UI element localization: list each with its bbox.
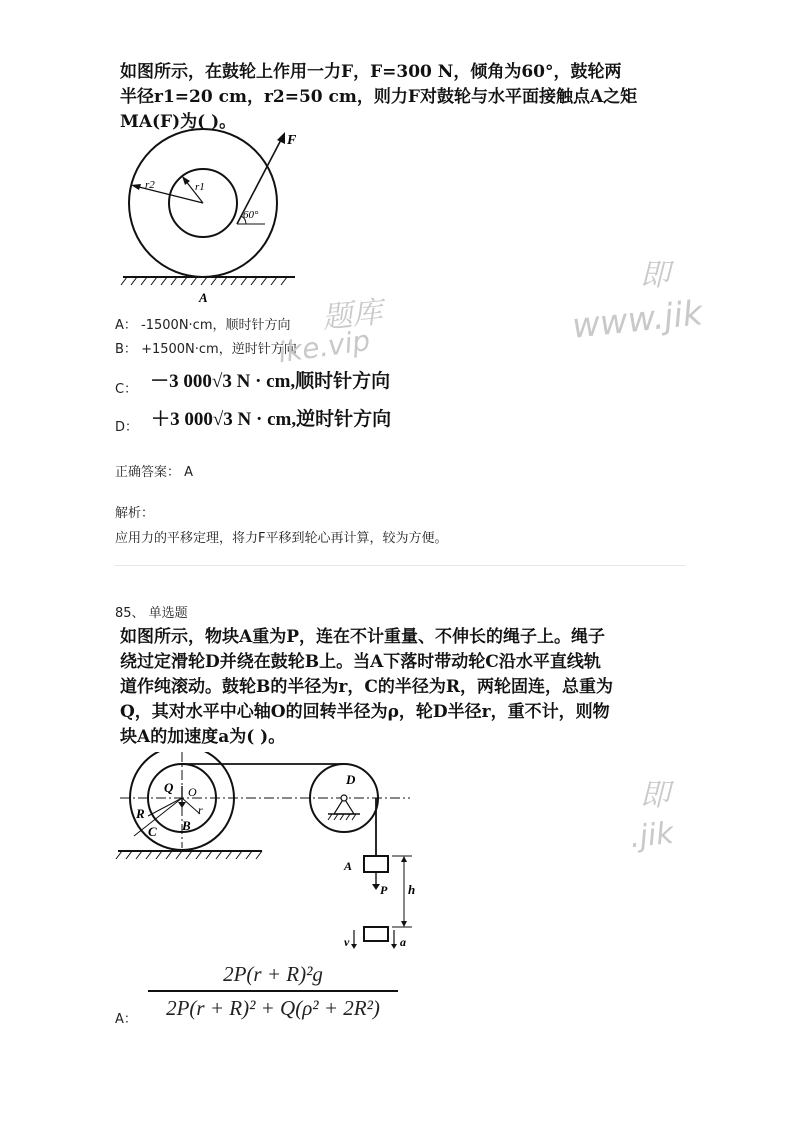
r2-arrowhead — [131, 184, 141, 190]
q84-stem-line: MA(F)为( )。 — [120, 112, 237, 132]
force-arrowhead — [277, 132, 285, 144]
block-a-final — [364, 927, 388, 941]
watermark-text: 题库 — [320, 294, 385, 337]
pulley-axle — [341, 795, 347, 801]
label-o: O — [188, 785, 197, 799]
label-v: v — [344, 935, 350, 949]
block-a-initial — [364, 856, 388, 872]
option-text: －3 000√3 N · cm,顺时针方向 — [150, 371, 391, 392]
label-b: B — [182, 818, 191, 833]
label-p: P — [380, 883, 388, 897]
q85-stem-line: 如图所示，物块A重为P，连在不计重量、不伸长的绳子上。绳子 — [120, 627, 605, 647]
formula-denominator: 2P(r + R)² + Q(ρ² + 2R²) — [166, 996, 380, 1020]
q84-option-c[interactable] — [115, 366, 391, 397]
question-divider — [115, 565, 685, 566]
option-text: -1500N·cm，顺时针方向 — [141, 318, 291, 333]
answer-label: 正确答案： — [115, 465, 181, 480]
ground-hatch — [121, 277, 287, 285]
answer-value: A — [184, 465, 194, 480]
angle-label: 60° — [243, 209, 259, 221]
q84-drum-figure — [115, 128, 315, 308]
contact-point-label: A — [199, 290, 208, 305]
velocity-arrowhead — [351, 944, 357, 949]
height-arrow-down — [401, 921, 407, 927]
weight-p-arrowhead — [372, 884, 380, 890]
q85-stem-line: 绕过定滑轮D并绕在鼓轮B上。当A下落时带动轮C沿水平直线轨 — [120, 652, 601, 672]
q84-analysis-label: 解析： — [115, 506, 155, 521]
option-label: C： — [115, 382, 138, 397]
q85-option-a-label[interactable]: A： — [115, 1012, 137, 1027]
r2-label: r2 — [145, 179, 155, 191]
force-label: F — [287, 133, 297, 148]
fraction-bar — [148, 990, 398, 992]
q84-answer — [115, 461, 193, 480]
label-d: D — [346, 772, 356, 787]
q84-analysis-text: 应用力的平移定理，将力F平移到轮心再计算，较为方便。 — [115, 531, 448, 546]
radius-R-line — [148, 798, 182, 816]
option-text: ＋3 000√3 N · cm,逆时针方向 — [151, 409, 392, 430]
option-label: D： — [115, 420, 139, 435]
label-h: h — [408, 882, 416, 897]
q85-stem-line: 道作纯滚动。鼓轮B的半径为r，C的半径为R，两轮固连，总重为 — [120, 677, 613, 697]
q84-option-a[interactable] — [115, 314, 291, 333]
watermark-text: .jik — [628, 815, 676, 856]
label-c: C — [148, 824, 157, 839]
formula-numerator: 2P(r + R)²g — [223, 962, 323, 986]
ground-hatch — [116, 851, 262, 859]
q85-header: 85、 单选题 — [115, 606, 188, 621]
watermark-text: www.jik — [570, 293, 705, 347]
support-hatch — [328, 814, 356, 820]
watermark-text: 即 — [640, 778, 670, 813]
option-label: A： — [115, 318, 137, 333]
label-a-block: A — [344, 859, 353, 873]
label-r-big: R — [136, 806, 145, 821]
label-a: a — [400, 935, 406, 949]
r1-label: r1 — [195, 181, 205, 193]
q84-stem-line: 如图所示，在鼓轮上作用一力F，F=300 N，倾角为60°，鼓轮两 — [120, 62, 622, 82]
q85-stem-line: 块A的加速度a为( )。 — [120, 727, 286, 747]
q85-stem-line: Q，其对水平中心轴O的回转半径为ρ，轮D半径r，重不计，则物 — [120, 702, 610, 722]
height-arrow-up — [401, 856, 407, 862]
weight-q-arrowhead — [178, 802, 186, 808]
q84-stem — [120, 60, 637, 135]
option-label: B： — [115, 342, 137, 357]
q84-option-b[interactable] — [115, 338, 297, 357]
watermark-text: ike.vip — [276, 323, 373, 370]
q84-stem-line: 半径r1=20 cm，r2=50 cm，则力F对鼓轮与水平面接触点A之矩 — [120, 87, 638, 107]
acceleration-arrowhead — [391, 944, 397, 949]
label-q: Q — [164, 780, 174, 795]
q85-pulley-figure — [112, 752, 422, 957]
option-text: +1500N·cm，逆时针方向 — [141, 342, 297, 357]
q85-option-a-formula[interactable] — [148, 960, 398, 1022]
watermark-text: 即 — [640, 258, 670, 293]
label-r-small: r — [198, 803, 203, 817]
q84-option-d[interactable] — [115, 404, 392, 435]
q85-stem — [120, 625, 613, 750]
r1-arrowhead — [182, 176, 190, 185]
